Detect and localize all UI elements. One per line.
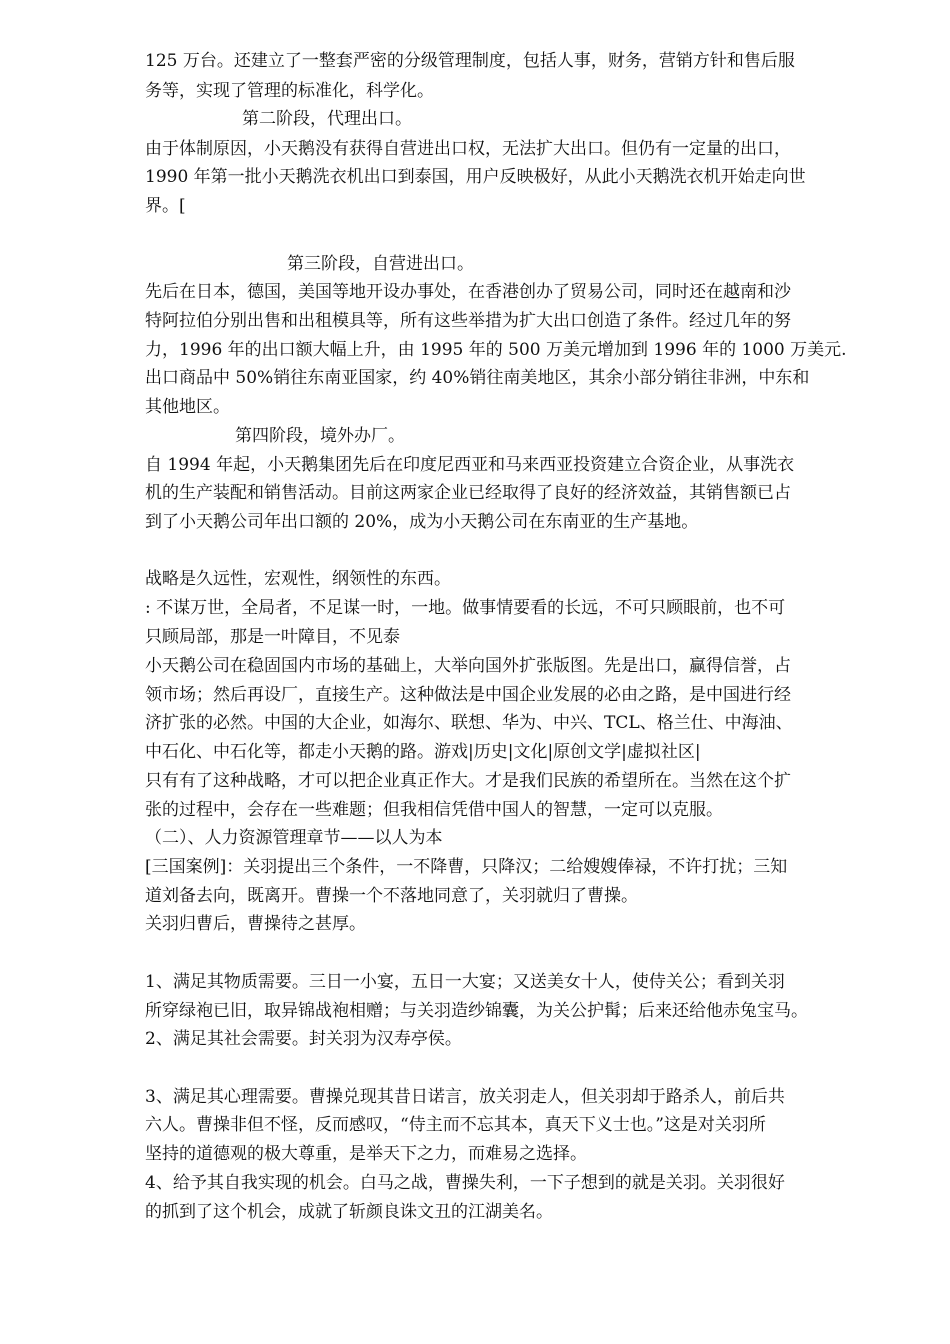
text-line: 由于体制原因，小天鹅没有获得自营进出口权，无法扩大出口。但仍有一定量的出口， <box>145 139 791 159</box>
text-line: 张的过程中，会存在一些难题；但我相信凭借中国人的智慧，一定可以克服。 <box>145 800 723 820</box>
text-line: 只有有了这种战略，才可以把企业真正作大。才是我们民族的希望所在。当然在这个扩 <box>145 771 791 791</box>
text-line: 界。[ <box>145 196 186 216</box>
text-line: 机的生产装配和销售活动。目前这两家企业已经取得了良好的经济效益，其销售额已占 <box>145 483 791 503</box>
text-line: 力，1996 年的出口额大幅上升，由 1995 年的 500 万美元增加到 1996 年的 1000 万美元. <box>145 340 847 360</box>
text-line: 领市场；然后再设厂，直接生产。这种做法是中国企业发展的必由之路，是中国进行经 <box>145 685 791 705</box>
text-line: [三国案例]：关羽提出三个条件，一不降曹，只降汉；二给嫂嫂俸禄，不许打扰；三知 <box>145 857 788 877</box>
text-line: 战略是久远性，宏观性，纲领性的东西。 <box>145 569 451 589</box>
text-line: : 不谋万世，全局者，不足谋一时，一地。做事情要看的长远，不可只顾眼前，也不可 <box>145 598 786 618</box>
text-line: 出口商品中 50%销往东南亚国家，约 40%销往南美地区，其余小部分销往非洲，中东和 <box>145 368 810 388</box>
text-line: 小天鹅公司在稳固国内市场的基础上，大举向国外扩张版图。先是出口，赢得信誉，占 <box>145 656 791 676</box>
text-line: 125 万台。还建立了一整套严密的分级管理制度，包括人事，财务，营销方针和售后服 <box>145 51 795 71</box>
text-line: 1990 年第一批小天鹅洗衣机出口到泰国，用户反映极好，从此小天鹅洗衣机开始走向世 <box>145 167 806 187</box>
text-line: 关羽归曹后，曹操待之甚厚。 <box>145 914 366 934</box>
text-line: 2、满足其社会需要。封关羽为汉寿亭侯。 <box>145 1029 462 1049</box>
section-heading-stage-3: 第三阶段，自营进出口。 <box>287 254 474 274</box>
text-line: 六人。曹操非但不怪，反而感叹，“侍主而不忘其本，真天下义士也。”这是对关羽所 <box>145 1115 766 1135</box>
text-line: 1、满足其物质需要。三日一小宴，五日一大宴；又送美女十人，使侍关公；看到关羽 <box>145 972 785 992</box>
text-line: 务等，实现了管理的标准化，科学化。 <box>145 81 434 101</box>
section-heading-hr: （二）、人力资源管理章节——以人为本 <box>145 828 443 848</box>
text-line: 只顾局部，那是一叶障目，不见泰 <box>145 627 400 647</box>
text-line: 济扩张的必然。中国的大企业，如海尔、联想、华为、中兴、TCL、格兰仕、中海油、 <box>145 713 793 733</box>
text-line: 的抓到了这个机会，成就了斩颜良诛文丑的江湖美名。 <box>145 1202 553 1222</box>
text-line: 坚持的道德观的极大尊重，是举天下之力，而难易之选择。 <box>145 1144 587 1164</box>
text-line: 特阿拉伯分别出售和出租模具等，所有这些举措为扩大出口创造了条件。经过几年的努 <box>145 311 791 331</box>
text-line: 4、给予其自我实现的机会。白马之战，曹操失利，一下子想到的就是关羽。关羽很好 <box>145 1173 785 1193</box>
text-line: 中石化、中石化等，都走小天鹅的路。游戏|历史|文化|原创文学|虚拟社区| <box>145 742 701 762</box>
text-line: 先后在日本，德国，美国等地开设办事处，在香港创办了贸易公司，同时还在越南和沙 <box>145 282 791 302</box>
text-line: 道刘备去向，既离开。曹操一个不落地同意了，关羽就归了曹操。 <box>145 886 638 906</box>
section-heading-stage-2: 第二阶段，代理出口。 <box>242 109 412 129</box>
text-line: 所穿绿袍已旧，取异锦战袍相赠；与关羽造纱锦囊，为关公护髯；后来还给他赤兔宝马。 <box>145 1001 808 1021</box>
text-line: 其他地区。 <box>145 397 230 417</box>
section-heading-stage-4: 第四阶段，境外办厂。 <box>235 426 405 446</box>
text-line: 到了小天鹅公司年出口额的 20%，成为小天鹅公司在东南亚的生产基地。 <box>145 512 699 532</box>
text-line: 3、满足其心理需要。曹操兑现其昔日诺言，放关羽走人，但关羽却于路杀人，前后共 <box>145 1087 785 1107</box>
text-line: 自 1994 年起，小天鹅集团先后在印度尼西亚和马来西亚投资建立合资企业，从事洗衣 <box>145 455 795 475</box>
